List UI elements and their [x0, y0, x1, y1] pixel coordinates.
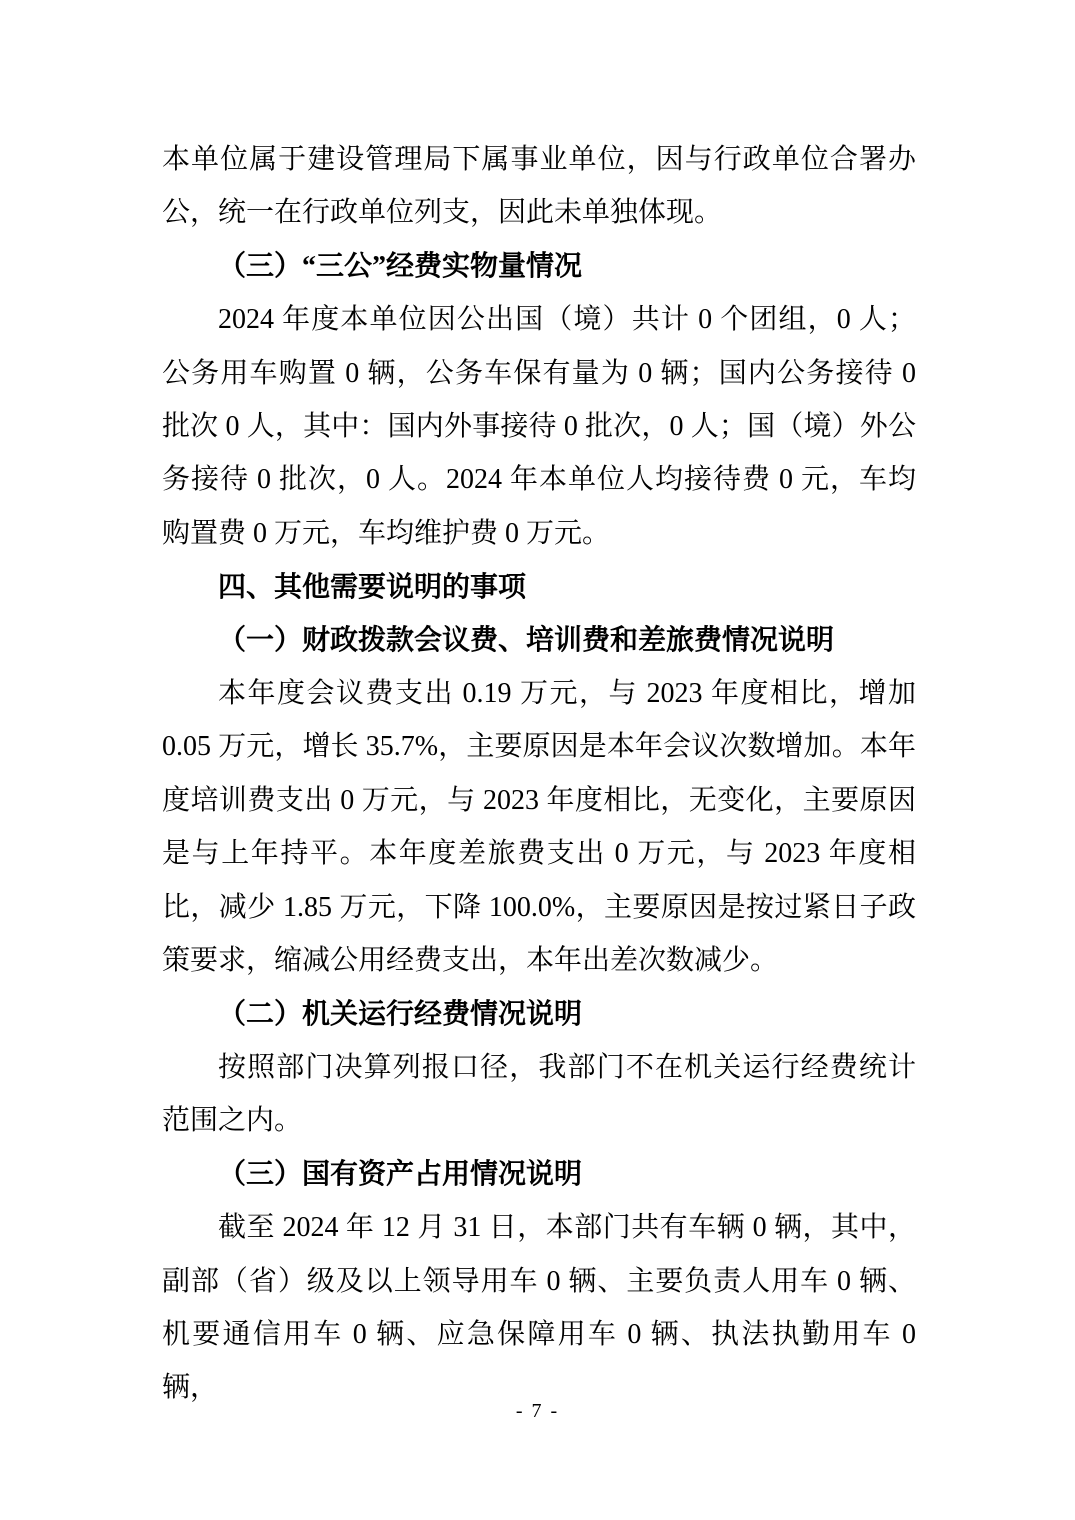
- section-heading: （二）机关运行经费情况说明: [218, 998, 583, 1030]
- document-content: [162, 133, 916, 1415]
- section-heading: 四、其他需要说明的事项: [218, 571, 527, 603]
- page-footer: [0, 1400, 1075, 1423]
- body-paragraph: 2024 年度本单位因公出国（境）共计 0 个团组，0 人；公务用车购置 0 辆，公务车保有量为 0 辆；国内公务接待 0 批次 0 人，其中：国内外事接待 0 批次，0 人；国（境）外公务接待 0 批次，0 人。2024 年本单位人均接待费 0 元，车均购置费 0 万元，车均维护费 0 万元。: [162, 304, 916, 549]
- section-heading: （三）国有资产占用情况说明: [218, 1158, 583, 1190]
- body-paragraph: 本年度会议费支出 0.19 万元，与 2023 年度相比，增加 0.05 万元，增长 35.7%，主要原因是本年会议次数增加。本年度培训费支出 0 万元，与 2023 年度相比，无变化，主要原因是与上年持平。本年度差旅费支出 0 万元，与 2023 年度相比，减少 1.85 万元，下降 100.0%，主要原因是按过紧日子政策要求，缩减公用经费支出，本年出差次数减少。: [162, 678, 916, 977]
- section-heading: （一）财政拨款会议费、培训费和差旅费情况说明: [218, 624, 835, 656]
- body-paragraph: 本单位属于建设管理局下属事业单位，因与行政单位合署办公，统一在行政单位列支，因此未单独体现。: [162, 144, 916, 229]
- section-heading: （三）“三公”经费实物量情况: [218, 250, 583, 282]
- page-number: - 7 -: [515, 1400, 560, 1422]
- body-paragraph: 按照部门决算列报口径，我部门不在机关运行经费统计范围之内。: [162, 1051, 916, 1137]
- body-paragraph: 截至 2024 年 12 月 31 日，本部门共有车辆 0 辆，其中，副部（省）级及以上领导用车 0 辆、主要负责人用车 0 辆、机要通信用车 0 辆、应急保障用车 0 辆、执法执勤用车 0 辆，: [162, 1212, 916, 1404]
